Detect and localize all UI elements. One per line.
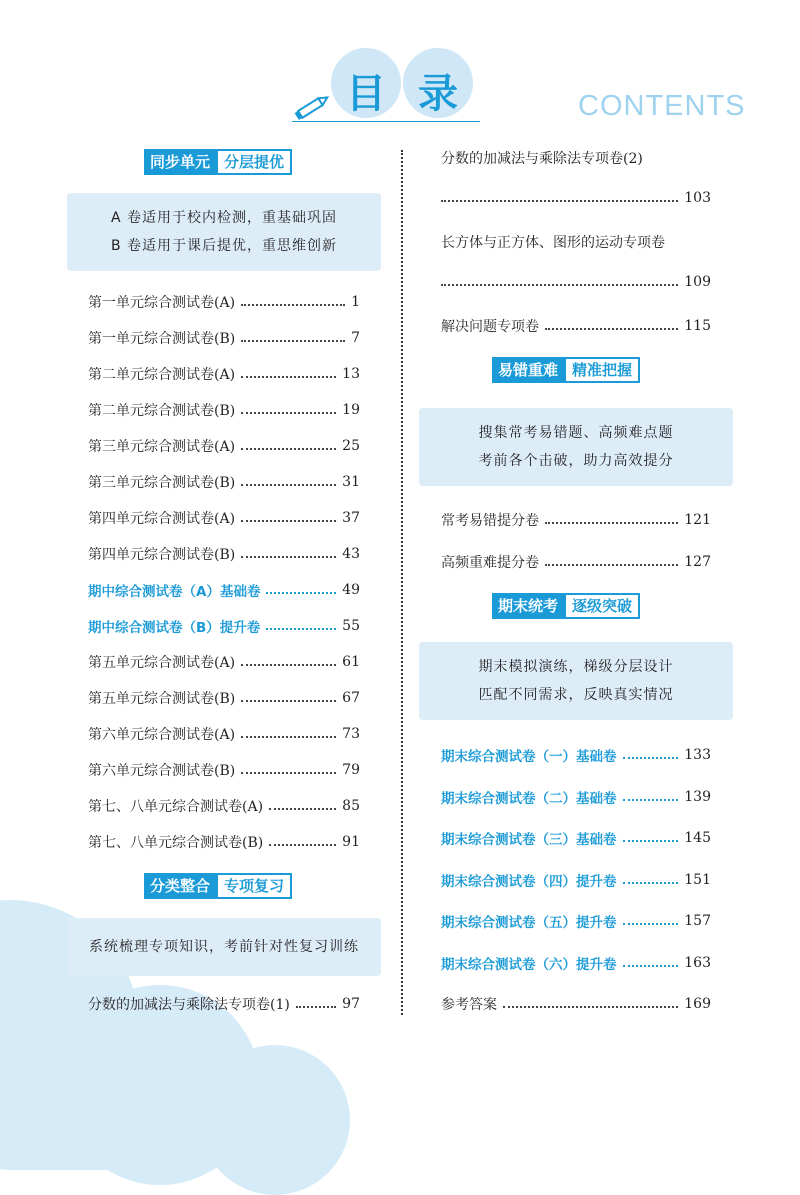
- toc-item[interactable]: 第四单元综合测试卷(A) 37: [88, 510, 360, 527]
- desc-line: A 卷适用于校内检测，重基础巩固: [110, 210, 338, 226]
- page-title-char-2: 录: [418, 71, 458, 117]
- toc-item-final[interactable]: 期末综合测试卷（一）基础卷 133: [441, 747, 711, 765]
- desc-line: B 卷适用于课后提优，重思维创新: [110, 238, 338, 254]
- desc-line: 期末模拟演练，梯级分层设计: [478, 659, 674, 675]
- toc-item-midterm[interactable]: 期中综合测试卷（A）基础卷 49: [88, 582, 360, 600]
- toc-item[interactable]: 第二单元综合测试卷(A) 13: [88, 366, 360, 383]
- desc-line: 搜集常考易错题、高频难点题: [478, 425, 674, 441]
- section-tag-a: 易错重难: [492, 357, 564, 383]
- section-tag-a: 同步单元: [144, 149, 216, 175]
- toc-item[interactable]: 第七、八单元综合测试卷(A) 85: [88, 798, 360, 815]
- contents-label: CONTENTS: [578, 90, 746, 122]
- desc-line: 考前各个击破，助力高效提分: [478, 453, 674, 469]
- toc-item-continuation[interactable]: 103: [441, 190, 711, 206]
- toc-item-final[interactable]: 期末综合测试卷（六）提升卷 163: [441, 955, 711, 973]
- section-desc-final: [419, 642, 733, 720]
- toc-item[interactable]: 解决问题专项卷 115: [441, 318, 711, 335]
- column-divider: [401, 150, 403, 1015]
- toc-item[interactable]: 常考易错提分卷 121: [441, 512, 711, 529]
- page-title-char-1: 目: [346, 71, 386, 117]
- toc-item[interactable]: 第六单元综合测试卷(A) 73: [88, 726, 360, 743]
- toc-item-final[interactable]: 期末综合测试卷（二）基础卷 139: [441, 789, 711, 807]
- toc-item[interactable]: 第五单元综合测试卷(A) 61: [88, 654, 360, 671]
- toc-item[interactable]: 第四单元综合测试卷(B) 43: [88, 546, 360, 563]
- toc-item[interactable]: 第三单元综合测试卷(B) 31: [88, 474, 360, 491]
- toc-item[interactable]: 分数的加减法与乘除法专项卷(1) 97: [88, 996, 360, 1013]
- toc-item[interactable]: 第一单元综合测试卷(A) 1: [88, 294, 360, 311]
- toc-item-final[interactable]: 期末综合测试卷（三）基础卷 145: [441, 830, 711, 848]
- pencil-icon: [292, 92, 332, 122]
- toc-item[interactable]: 分数的加减法与乘除法专项卷(2): [441, 151, 643, 167]
- desc-line: 匹配不同需求，反映真实情况: [478, 687, 674, 703]
- toc-item-final[interactable]: 期末综合测试卷（四）提升卷 151: [441, 872, 711, 890]
- toc-item-answers[interactable]: 参考答案 169: [441, 996, 711, 1013]
- toc-item[interactable]: 第三单元综合测试卷(A) 25: [88, 438, 360, 455]
- section-desc-error: [419, 408, 733, 486]
- section-desc-category: [67, 918, 381, 976]
- section-header-category: [144, 873, 292, 899]
- section-header-error: [492, 357, 640, 383]
- toc-item[interactable]: 高频重难提分卷 127: [441, 554, 711, 571]
- section-tag-b: 专项复习: [216, 873, 292, 899]
- toc-item[interactable]: 第一单元综合测试卷(B) 7: [88, 330, 360, 347]
- desc-line: 系统梳理专项知识，考前针对性复习训练: [89, 939, 359, 955]
- toc-item-final[interactable]: 期末综合测试卷（五）提升卷 157: [441, 913, 711, 931]
- section-header-final: [492, 593, 640, 619]
- section-tag-b: 逐级突破: [564, 593, 640, 619]
- section-desc-sync: [67, 193, 381, 271]
- toc-item-midterm[interactable]: 期中综合测试卷（B）提升卷 55: [88, 618, 360, 636]
- section-header-sync: [144, 149, 292, 175]
- toc-item[interactable]: 第二单元综合测试卷(B) 19: [88, 402, 360, 419]
- toc-item[interactable]: 第六单元综合测试卷(B) 79: [88, 762, 360, 779]
- toc-item-continuation[interactable]: 109: [441, 274, 711, 290]
- section-tag-a: 分类整合: [144, 873, 216, 899]
- toc-item[interactable]: 第五单元综合测试卷(B) 67: [88, 690, 360, 707]
- title-underline: [292, 121, 480, 122]
- toc-item[interactable]: 第七、八单元综合测试卷(B) 91: [88, 834, 360, 851]
- section-tag-a: 期末统考: [492, 593, 564, 619]
- toc-item[interactable]: 长方体与正方体、图形的运动专项卷: [441, 235, 665, 251]
- section-tag-b: 精准把握: [564, 357, 640, 383]
- section-tag-b: 分层提优: [216, 149, 292, 175]
